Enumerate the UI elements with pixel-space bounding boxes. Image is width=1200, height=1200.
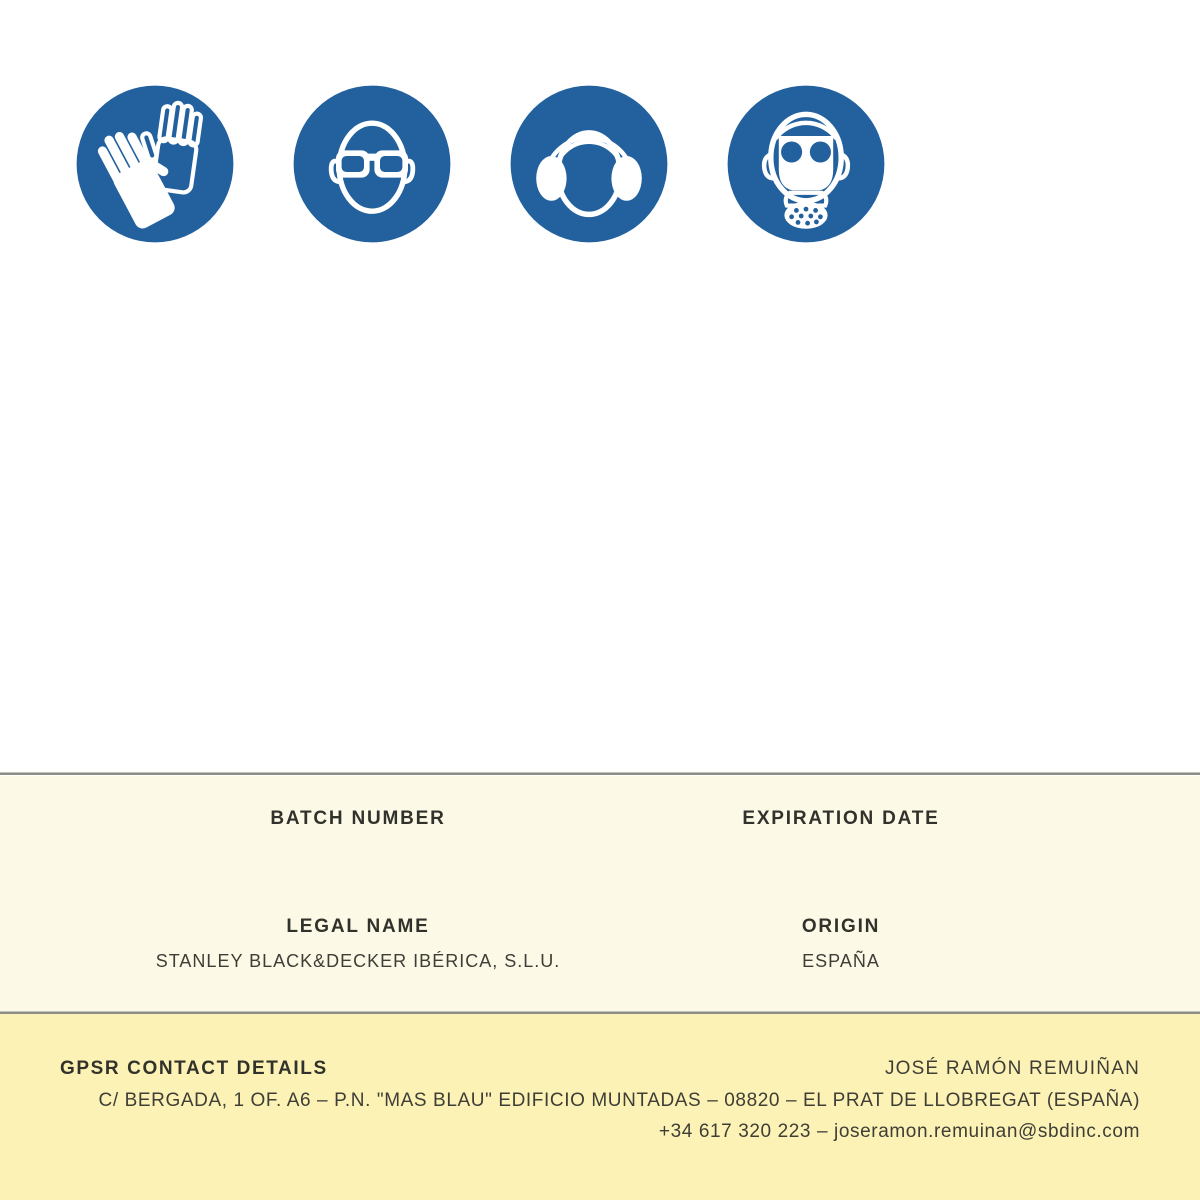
safety-icons-row — [75, 84, 886, 244]
legal-name-label: LEGAL NAME — [286, 916, 430, 937]
contact-address: C/ BERGADA, 1 OF. A6 – P.N. "MAS BLAU" EDIFICIO MUNTADAS – 08820 – EL PRAT DE LLOBREGAT (ESPAÑA) — [98, 1090, 1140, 1111]
ear-protection-icon — [509, 84, 669, 244]
gpsr-contact-details-label: GPSR CONTACT DETAILS — [60, 1058, 328, 1079]
contact-person-name: JOSÉ RAMÓN REMUIÑAN — [884, 1058, 1140, 1079]
gpsr-contact-section — [0, 1014, 1200, 1200]
gloves-icon — [75, 84, 235, 244]
respirator-icon — [726, 84, 886, 244]
eye-protection-icon — [292, 84, 452, 244]
product-info-section — [0, 776, 1200, 1011]
divider-top — [0, 772, 1200, 775]
expiration-date-label: EXPIRATION DATE — [742, 808, 940, 829]
batch-number-label: BATCH NUMBER — [270, 808, 446, 829]
origin-value: ESPAÑA — [802, 951, 880, 971]
contact-phone-email: +34 617 320 223 – joseramon.remuinan@sbdinc.com — [658, 1121, 1140, 1142]
legal-name-value: STANLEY BLACK&DECKER IBÉRICA, S.L.U. — [155, 951, 561, 971]
origin-label: ORIGIN — [801, 916, 881, 937]
